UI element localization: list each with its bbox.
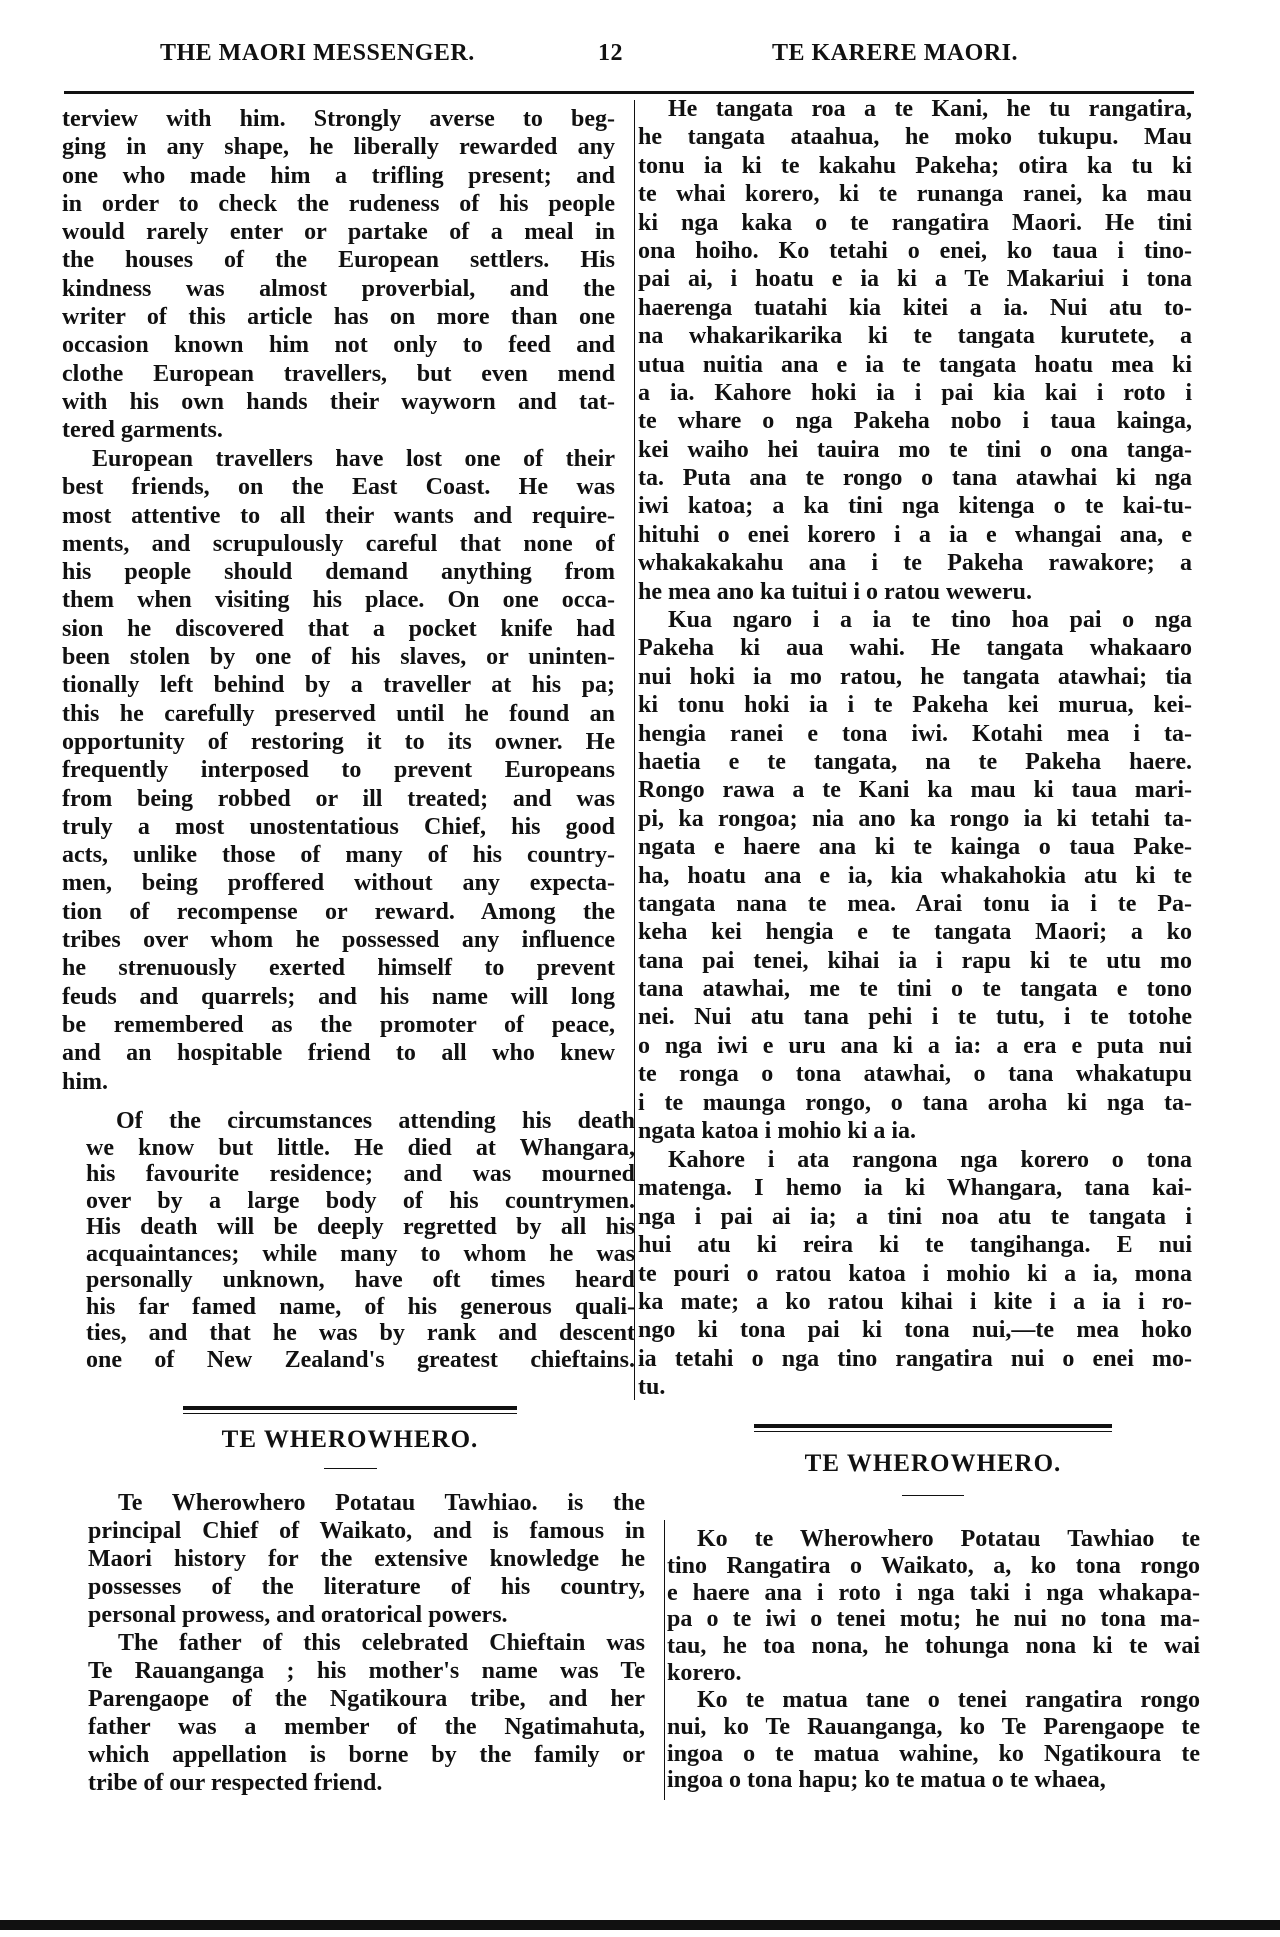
- text-line: and an hospitable friend to all who knew: [62, 1040, 615, 1067]
- text-line: Parengaope of the Ngatikoura tribe, and her: [88, 1686, 645, 1712]
- text-line: tau, he toa nona, he tohunga nona ki te wai: [667, 1633, 1200, 1660]
- text-line: haerenga tuatahi kia kitei a ia. Nui atu to-: [638, 294, 1192, 321]
- text-line: Maori history for the extensive knowledge he: [88, 1546, 645, 1572]
- text-line: ngata katoa i mohio ki a ia.: [638, 1118, 917, 1145]
- heading-double-rule-thick-right: [754, 1424, 1112, 1428]
- text-line: tana pai tenei, kihai ia i rapu ki te utu mo: [638, 947, 1192, 974]
- right-section-heading: TE WHEROWHERO.: [804, 1450, 1062, 1477]
- text-line: this he carefully preserved until he found an: [62, 700, 615, 727]
- text-line: hituhi o enei korero i a ia e whangai ana, e: [638, 521, 1192, 548]
- text-line: pi, ka rongoa; nia ano ka rongo ia ki tetahi ta-: [638, 805, 1192, 832]
- text-line: men, being proffered without any expecta-: [62, 870, 615, 897]
- text-line: father was a member of the Ngatimahuta,: [88, 1714, 645, 1740]
- text-line: been stolen by one of his slaves, or uninten-: [62, 644, 615, 671]
- text-line: sion he discovered that a pocket knife had: [62, 615, 615, 642]
- text-line: tionally left behind by a traveller at his pa;: [62, 672, 615, 699]
- text-line: tribes over whom he possessed any influence: [62, 927, 615, 954]
- text-line: tonu ia ki te kakahu Pakeha; otira ka tu ki: [638, 152, 1192, 179]
- text-line: occasion known him not only to feed and: [62, 332, 615, 359]
- text-line: with his own hands their wayworn and tat-: [62, 388, 615, 415]
- text-line: principal Chief of Waikato, and is famous in: [88, 1518, 645, 1544]
- left-paragraph-4: [88, 1489, 645, 1629]
- text-line: ments, and scrupulously careful that none of: [62, 530, 615, 557]
- text-line: tion of recompense or reward. Among the: [62, 898, 615, 925]
- text-line: writer of this article has on more than one: [62, 304, 615, 331]
- text-line: te pouri o ratou katoa i mohio ki a ia, mona: [638, 1260, 1192, 1287]
- text-line: i te maunga rongo, o tana aroha ki nga ta-: [638, 1089, 1192, 1116]
- text-line: would rarely enter or partake of a meal in: [62, 219, 615, 246]
- text-line: Te Rauanganga ; his mother's name was Te: [88, 1658, 645, 1684]
- text-line: Ko te Wherowhero Potatau Tawhiao te: [697, 1526, 1200, 1552]
- text-line: His death will be deeply regretted by all his: [86, 1214, 635, 1240]
- text-line: ki tonu hoki ia i te Pakeha kei murua, kei-: [638, 692, 1192, 719]
- text-line: ging in any shape, he liberally rewarded any: [62, 134, 615, 161]
- text-line: ona hoiho. Ko tetahi o enei, ko taua i tino-: [638, 237, 1192, 264]
- text-line: whakakakahu ana i te Pakeha rawakore; a: [638, 550, 1192, 577]
- text-line: clothe European travellers, but even mend: [62, 360, 615, 387]
- text-line: kei waiho hei tauira mo te tini o ona tanga-: [638, 436, 1192, 463]
- text-line: Rongo rawa a te Kani ka mau ki taua mari-: [638, 777, 1192, 804]
- page-bottom-border: [0, 1920, 1280, 1930]
- text-line: kindness was almost proverbial, and the: [62, 275, 615, 302]
- text-line: na whakarikarika ki te tangata kurutete, a: [638, 323, 1192, 350]
- text-line: pai ai, i hoatu e ia ki a Te Makariui i tona: [638, 266, 1192, 293]
- text-line: nga i pai ai ia; a tini noa atu te tangata i: [638, 1203, 1192, 1230]
- text-line: his favourite residence; and was mourned: [86, 1161, 635, 1187]
- heading-double-rule-thin-right: [754, 1431, 1112, 1432]
- left-paragraph-1: [62, 105, 615, 445]
- text-line: European travellers have lost one of their: [92, 446, 615, 472]
- right-paragraph-4: [667, 1526, 1200, 1687]
- text-line: Of the circumstances attending his death: [116, 1108, 635, 1134]
- text-line: hengia ranei e tona iwi. Kotahi mea i ta-: [638, 720, 1192, 747]
- text-line: best friends, on the East Coast. He was: [62, 474, 615, 501]
- text-line: acts, unlike those of many of his country-: [62, 842, 615, 869]
- text-line: the houses of the European settlers. His: [62, 247, 615, 274]
- text-line: utua nuitia ana e ia te tangata hoatu mea ki: [638, 351, 1192, 378]
- text-line: tana atawhai, me te tini o te tangata e tono: [638, 976, 1192, 1003]
- text-line: his people should demand anything from: [62, 559, 615, 586]
- right-paragraph-5: [667, 1687, 1200, 1794]
- header-rule: [64, 91, 1194, 94]
- text-line: haetia e te tangata, na te Pakeha haere.: [638, 748, 1192, 775]
- text-line: he strenuously exerted himself to prevent: [62, 955, 615, 982]
- text-line: ki nga kaka o te rangatira Maori. He tini: [638, 209, 1192, 236]
- text-line: hui atu ki reira ki te tangihanga. E nui: [638, 1232, 1192, 1259]
- text-line: which appellation is borne by the family or: [88, 1742, 645, 1768]
- text-line: nui hoki ia mo ratou, he tangata atawhai; tia: [638, 663, 1192, 690]
- text-line: ha, hoatu ana e ia, kia whakahokia atu ki te: [638, 862, 1192, 889]
- text-line: frequently interposed to prevent Europeans: [62, 757, 615, 784]
- text-line: keha kei hengia e te tangata Maori; a ko: [638, 919, 1192, 946]
- masthead-maori-title: TE KARERE MAORI.: [772, 40, 1019, 66]
- text-line: nei. Nui atu tana pehi i te tutu, i te totohe: [638, 1004, 1192, 1031]
- text-line: ia tetahi o nga tino rangatira nui o enei mo-: [638, 1345, 1192, 1372]
- text-line: ingoa o tona hapu; ko te matua o te whaea,: [667, 1767, 1106, 1794]
- text-line: from being robbed or ill treated; and was: [62, 785, 615, 812]
- text-line: he tangata ataahua, he moko tukupu. Mau: [638, 124, 1192, 151]
- page-number: 12: [598, 40, 623, 66]
- text-line: ka mate; a ko ratou kihai i kite i a ia i ro-: [638, 1288, 1192, 1315]
- text-line: iwi katoa; a ka tini nga kitenga o te kai-tu-: [638, 493, 1192, 520]
- text-line: matenga. I hemo ia ki Whangara, tana kai-: [638, 1175, 1192, 1202]
- heading-double-rule-thin: [183, 1413, 517, 1414]
- text-line: Ko te matua tane o tenei rangatira rongo: [697, 1687, 1200, 1713]
- text-line: tered garments.: [62, 417, 223, 444]
- masthead-english-title: THE MAORI MESSENGER.: [160, 40, 475, 66]
- text-line: he mea ano ka tuitui i o ratou weweru.: [638, 578, 1032, 605]
- text-line: truly a most unostentatious Chief, his good: [62, 813, 615, 840]
- text-line: Pakeha ki aua wahi. He tangata whakaaro: [638, 635, 1192, 662]
- text-line: acquaintances; while many to whom he was: [86, 1240, 635, 1267]
- text-line: te whare o nga Pakeha nobo i taua kainga,: [638, 408, 1192, 435]
- left-paragraph-2: [62, 445, 615, 1096]
- text-line: The father of this celebrated Chieftain was: [118, 1630, 645, 1656]
- text-line: tribe of our respected friend.: [88, 1770, 383, 1796]
- text-line: pa o te iwi o tenei motu; he nui no tona ma-: [667, 1606, 1200, 1633]
- text-line: Te Wherowhero Potatau Tawhiao. is the: [118, 1490, 645, 1516]
- text-line: personal prowess, and oratorical powers.: [88, 1602, 508, 1628]
- text-line: ta. Puta ana te rongo o tana atawhai ki nga: [638, 465, 1192, 492]
- text-line: o nga iwi e uru ana ki a ia: a era e puta nui: [638, 1032, 1192, 1059]
- text-line: He tangata roa a te Kani, he tu rangatira,: [668, 96, 1192, 122]
- left-paragraph-3: [86, 1108, 635, 1373]
- text-line: possesses of the literature of his country,: [88, 1574, 645, 1600]
- text-line: one of New Zealand's greatest chieftains.: [86, 1346, 635, 1373]
- text-line: te whai korero, ki te runanga ranei, ka mau: [638, 181, 1192, 208]
- text-line: ties, and that he was by rank and descent: [86, 1320, 635, 1346]
- right-paragraph-3: [638, 1146, 1192, 1402]
- text-line: tu.: [638, 1374, 666, 1401]
- text-line: we know but little. He died at Whangara,: [86, 1134, 635, 1161]
- text-line: te ronga o tona atawhai, o tana whakatupu: [638, 1061, 1192, 1088]
- column-divider-lower: [664, 1520, 665, 1800]
- text-line: him.: [62, 1068, 109, 1095]
- text-line: tangata nana te mea. Arai tonu ia i te Pa-: [638, 890, 1192, 917]
- heading-double-rule-thick: [183, 1406, 517, 1410]
- text-line: be remembered as the promoter of peace,: [62, 1011, 615, 1038]
- text-line: tino Rangatira o Waikato, a, ko tona rongo: [667, 1552, 1200, 1579]
- text-line: ingoa o te matua wahine, ko Ngatikoura te: [667, 1740, 1200, 1767]
- text-line: korero.: [667, 1659, 742, 1686]
- heading-short-rule-right: [902, 1495, 964, 1496]
- text-line: ngata e haere ana ki te kainga o taua Pake-: [638, 834, 1192, 861]
- text-line: most attentive to all their wants and require-: [62, 502, 615, 529]
- text-line: in order to check the rudeness of his people: [62, 190, 615, 217]
- heading-short-rule: [324, 1468, 377, 1469]
- text-line: a ia. Kahore hoki ia i pai kia kai i roto i: [638, 379, 1192, 406]
- text-line: nui, ko Te Rauanganga, ko Te Parengaope te: [667, 1713, 1200, 1740]
- left-paragraph-5: [88, 1629, 645, 1797]
- text-line: e haere ana i roto i nga taki i nga whakapa-: [667, 1579, 1200, 1606]
- text-line: ngo ki tona pai ki tona nui,—te mea hoko: [638, 1317, 1192, 1344]
- text-line: Kua ngaro i a ia te tino hoa pai o nga: [668, 607, 1192, 633]
- text-line: terview with him. Strongly averse to beg-: [62, 106, 615, 132]
- right-paragraph-2: [638, 606, 1192, 1145]
- text-line: feuds and quarrels; and his name will long: [62, 983, 615, 1010]
- text-line: opportunity of restoring it to its owner. He: [62, 728, 615, 755]
- text-line: his far famed name, of his generous quali-: [86, 1293, 635, 1320]
- text-line: over by a large body of his countrymen.: [86, 1187, 635, 1214]
- left-section-heading: TE WHEROWHERO.: [221, 1426, 479, 1453]
- text-line: Kahore i ata rangona nga korero o tona: [668, 1147, 1192, 1173]
- right-paragraph-1: [638, 95, 1192, 606]
- text-line: them when visiting his place. On one occa-: [62, 587, 615, 614]
- text-line: one who made him a trifling present; and: [62, 162, 615, 189]
- text-line: personally unknown, have oft times heard: [86, 1267, 635, 1293]
